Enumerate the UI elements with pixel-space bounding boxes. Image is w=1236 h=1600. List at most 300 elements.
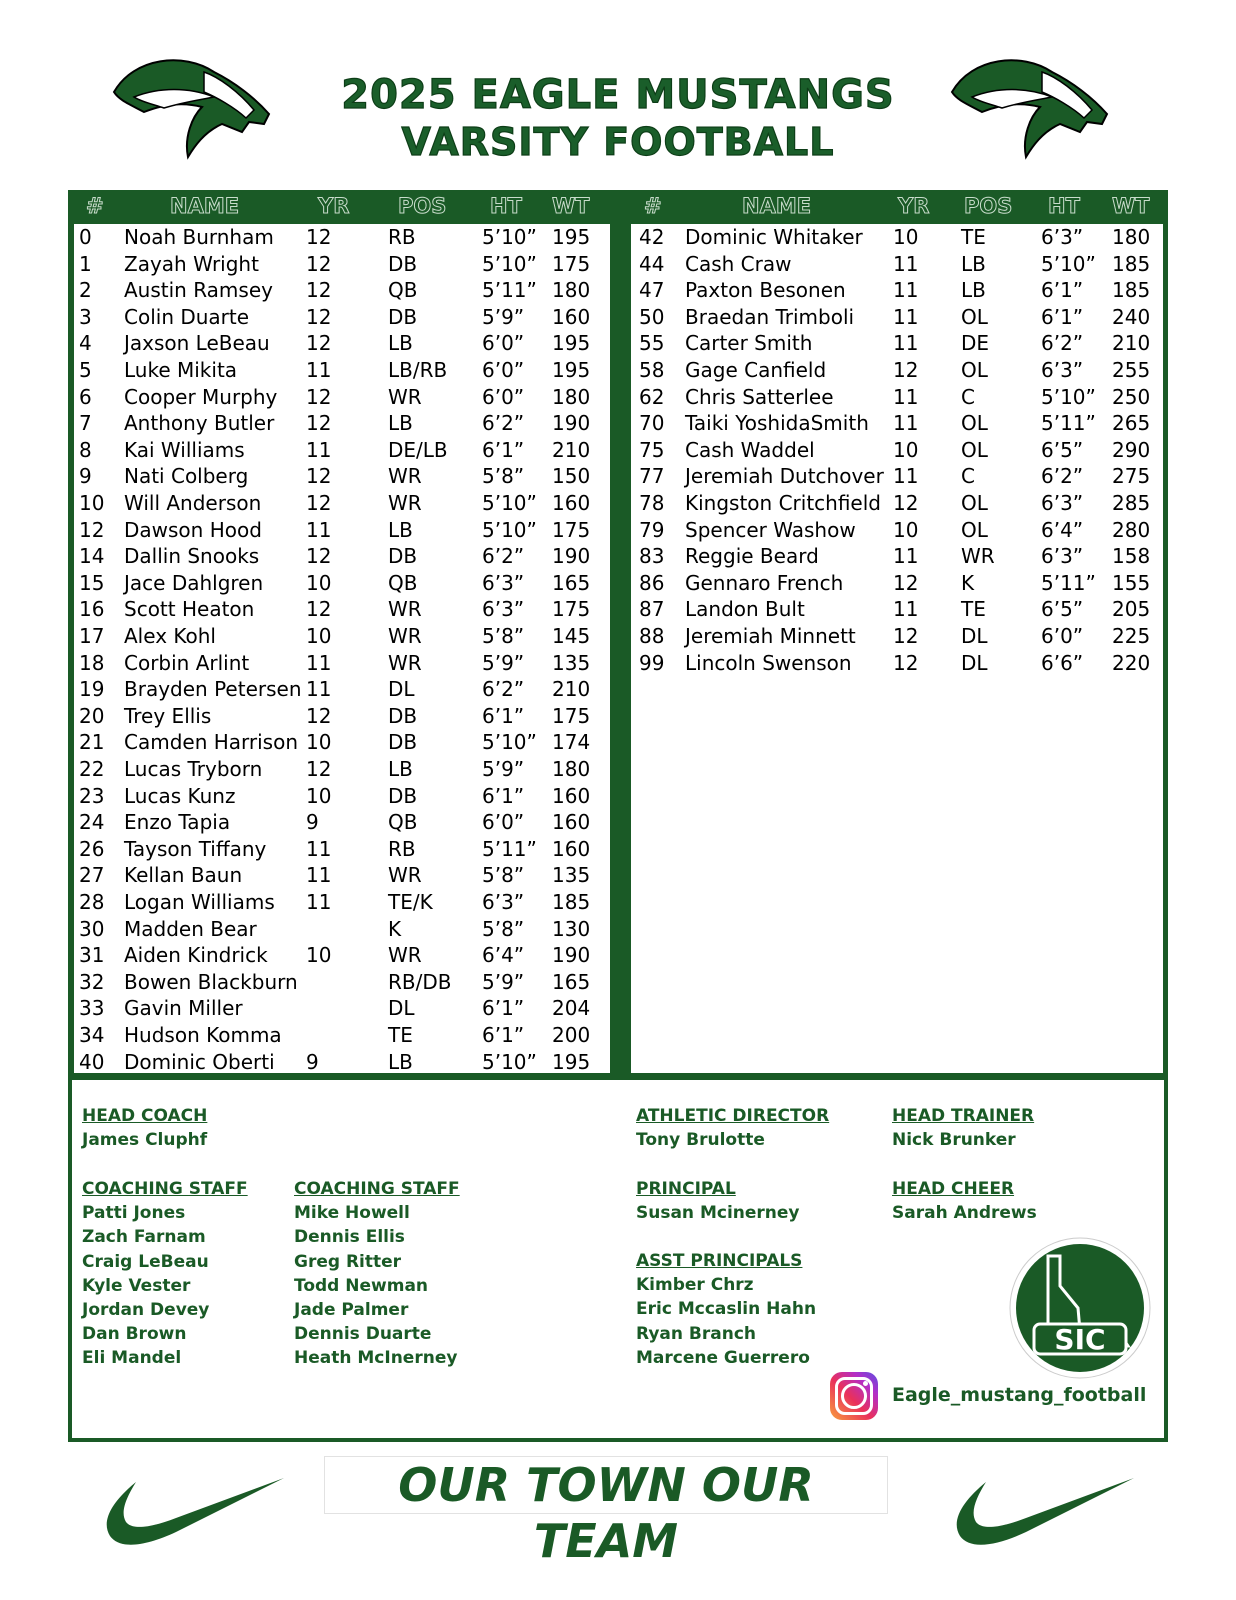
mustang-logo-icon [942, 52, 1112, 162]
table-row [631, 570, 1163, 597]
staff-name: Eli Mandel [82, 1348, 182, 1369]
player-height: 5’11” [1041, 570, 1096, 595]
player-weight: 190 [552, 943, 591, 968]
player-number: 8 [79, 437, 92, 462]
player-year: 12 [306, 597, 332, 622]
player-year: 12 [306, 703, 332, 728]
staff-name: Zach Farnam [82, 1227, 206, 1248]
player-weight: 160 [552, 810, 591, 835]
player-year: 10 [306, 943, 332, 968]
player-height: 6’3” [1041, 358, 1084, 382]
player-position: RB/DB [388, 969, 452, 994]
player-name: Gavin Miller [124, 996, 243, 1021]
staff-name: Dan Brown [82, 1324, 187, 1345]
staff-name: Eric Mccaslin Hahn [636, 1299, 817, 1320]
player-number: 50 [639, 304, 665, 329]
player-weight: 255 [1112, 358, 1151, 382]
table-row [631, 596, 1163, 623]
player-year: 11 [893, 304, 919, 329]
player-weight: 190 [552, 544, 591, 569]
nike-swoosh-icon [946, 1470, 1136, 1550]
player-height: 5’10” [482, 491, 537, 515]
staff-name: Kyle Vester [82, 1275, 191, 1296]
player-height: 5’11” [1041, 411, 1096, 436]
player-name: Madden Bear [124, 916, 257, 941]
player-number: 33 [79, 996, 105, 1021]
player-name: Hudson Komma [124, 1023, 282, 1047]
player-weight: 160 [552, 836, 591, 861]
player-height: 6’3” [482, 890, 525, 914]
player-position: TE [961, 597, 986, 622]
staff-name: James Cluphf [82, 1130, 208, 1151]
table-row [631, 490, 1163, 517]
player-position: DB [388, 251, 418, 276]
player-year: 11 [893, 464, 919, 489]
coaching-staff-block-2 [294, 1177, 460, 1371]
player-weight: 180 [552, 278, 591, 303]
player-year: 11 [306, 863, 332, 888]
player-name: Scott Heaton [124, 597, 255, 622]
staff-name: Heath McInerney [294, 1348, 458, 1369]
player-number: 70 [639, 411, 665, 436]
player-weight: 250 [1112, 384, 1151, 409]
player-year: 11 [893, 544, 919, 569]
player-height: 5’10” [1041, 251, 1096, 276]
player-year: 12 [306, 278, 332, 303]
player-number: 78 [639, 491, 665, 515]
col-pos-header: POS [398, 194, 447, 218]
player-position: TE [388, 1023, 413, 1047]
player-height: 6’1” [1041, 304, 1084, 329]
player-position: DL [388, 996, 415, 1021]
player-weight: 160 [552, 491, 591, 515]
player-position: LB/RB [388, 358, 448, 382]
player-weight: 195 [552, 1049, 591, 1074]
player-weight: 190 [552, 411, 591, 436]
player-weight: 175 [552, 597, 591, 622]
player-position: OL [961, 491, 988, 515]
player-weight: 200 [552, 1023, 591, 1047]
player-weight: 174 [552, 730, 591, 755]
section-heading: HEAD TRAINER [892, 1106, 1035, 1126]
table-row [74, 330, 610, 357]
col-wt-header: WT [1112, 194, 1150, 218]
staff-name: Ryan Branch [636, 1323, 756, 1344]
player-position: DB [388, 544, 418, 569]
table-row [74, 570, 610, 597]
player-height: 6’2” [482, 544, 525, 569]
player-height: 6’0” [482, 358, 525, 382]
col-wt-header: WT [552, 194, 590, 218]
player-number: 34 [79, 1023, 105, 1047]
player-weight: 135 [552, 863, 591, 888]
player-number: 4 [79, 331, 92, 356]
roster-table [68, 190, 1168, 1080]
player-name: Jeremiah Minnett [685, 624, 856, 648]
player-height: 6’0” [482, 384, 525, 409]
player-position: DB [388, 703, 418, 728]
player-position: LB [388, 517, 413, 542]
player-height: 6’6” [1041, 650, 1084, 675]
player-position: LB [388, 1049, 413, 1074]
player-weight: 285 [1112, 491, 1151, 515]
col-name-header: NAME [742, 194, 812, 218]
roster-right-panel [631, 224, 1163, 1073]
player-name: Kai Williams [124, 437, 245, 462]
player-weight: 165 [552, 969, 591, 994]
player-weight: 204 [552, 996, 591, 1021]
player-number: 55 [639, 331, 665, 356]
player-year: 11 [893, 384, 919, 409]
page-title: 2025 EAGLE MUSTANGS [341, 72, 895, 118]
player-height: 6’3” [482, 597, 525, 622]
player-number: 3 [79, 304, 92, 329]
table-row [74, 543, 610, 570]
player-name: Paxton Besonen [685, 278, 846, 303]
player-weight: 210 [552, 437, 591, 462]
player-name: Aiden Kindrick [124, 943, 268, 968]
player-position: WR [388, 597, 422, 622]
player-year: 10 [893, 437, 919, 462]
section-heading: ATHLETIC DIRECTOR [636, 1106, 830, 1126]
player-height: 5’9” [482, 757, 525, 781]
table-row [74, 889, 610, 916]
col-pos-header: POS [964, 194, 1013, 218]
player-weight: 185 [552, 890, 591, 914]
player-height: 5’10” [482, 1049, 537, 1074]
table-row [631, 384, 1163, 411]
player-position: QB [388, 810, 418, 835]
player-number: 28 [79, 890, 105, 914]
player-year: 10 [306, 624, 332, 648]
player-name: Gennaro French [685, 570, 844, 595]
player-number: 62 [639, 384, 665, 409]
col-yr-header: YR [898, 194, 930, 218]
player-height: 6’0” [1041, 624, 1084, 648]
table-row [631, 304, 1163, 331]
table-row [631, 437, 1163, 464]
player-name: Lucas Tryborn [124, 757, 263, 781]
table-row [74, 357, 610, 384]
player-weight: 175 [552, 517, 591, 542]
player-name: Trey Ellis [124, 703, 212, 728]
player-position: DL [961, 650, 988, 675]
player-year: 12 [306, 544, 332, 569]
asst-principals-block [636, 1249, 816, 1370]
player-year: 12 [306, 331, 332, 356]
player-weight: 180 [1112, 225, 1151, 249]
table-row [74, 836, 610, 863]
player-height: 5’10” [482, 730, 537, 755]
player-position: OL [961, 358, 988, 382]
player-year: 12 [306, 757, 332, 781]
player-year: 10 [893, 517, 919, 542]
player-height: 6’1” [482, 703, 525, 728]
player-name: Camden Harrison [124, 730, 299, 755]
player-weight: 158 [1112, 544, 1151, 569]
table-row [631, 543, 1163, 570]
player-weight: 205 [1112, 597, 1151, 622]
player-position: QB [388, 278, 418, 303]
player-height: 6’2” [482, 677, 525, 702]
player-weight: 175 [552, 703, 591, 728]
player-position: LB [388, 411, 413, 436]
player-weight: 155 [1112, 570, 1151, 595]
player-year: 10 [306, 783, 332, 808]
player-position: RB [388, 836, 416, 861]
player-year: 11 [893, 251, 919, 276]
player-name: Nati Colberg [124, 464, 249, 489]
player-number: 23 [79, 783, 105, 808]
player-number: 19 [79, 677, 105, 702]
player-position: WR [388, 624, 422, 648]
table-row [631, 224, 1163, 251]
player-name: Logan Williams [124, 890, 275, 914]
player-name: Taiki YoshidaSmith [685, 411, 869, 436]
player-number: 99 [639, 650, 665, 675]
table-row [74, 703, 610, 730]
player-year: 11 [306, 437, 332, 462]
player-position: LB [388, 757, 413, 781]
player-number: 10 [79, 491, 105, 515]
player-name: Lucas Kunz [124, 783, 236, 808]
player-year: 12 [893, 650, 919, 675]
player-weight: 275 [1112, 464, 1151, 489]
player-height: 6’2” [1041, 331, 1084, 356]
table-row [74, 596, 610, 623]
col-num-header: # [86, 194, 104, 218]
table-row [74, 862, 610, 889]
player-number: 9 [79, 464, 92, 489]
table-row [631, 517, 1163, 544]
player-year: 12 [306, 464, 332, 489]
player-height: 5’8” [482, 863, 525, 888]
player-name: Braedan Trimboli [685, 304, 855, 329]
player-position: WR [388, 650, 422, 675]
player-position: RB [388, 225, 416, 249]
col-num-header: # [644, 194, 662, 218]
player-year: 11 [306, 650, 332, 675]
player-height: 6’1” [482, 996, 525, 1021]
player-weight: 145 [552, 624, 591, 648]
player-position: WR [388, 863, 422, 888]
section-heading: COACHING STAFF [294, 1179, 460, 1199]
player-number: 87 [639, 597, 665, 622]
player-number: 27 [79, 863, 105, 888]
player-year: 12 [306, 384, 332, 409]
player-year: 12 [306, 251, 332, 276]
player-height: 6’3” [1041, 544, 1084, 569]
table-row [74, 783, 610, 810]
page-subtitle: VARSITY FOOTBALL [401, 120, 835, 164]
staff-name: Kimber Chrz [636, 1275, 754, 1296]
player-weight: 195 [552, 358, 591, 382]
player-position: C [961, 384, 975, 409]
player-year: 11 [306, 677, 332, 702]
player-year: 11 [893, 278, 919, 303]
player-height: 6’4” [482, 943, 525, 968]
head-coach-block [82, 1104, 207, 1152]
player-year: 12 [893, 491, 919, 515]
player-name: Bowen Blackburn [124, 969, 298, 994]
player-height: 6’2” [482, 411, 525, 436]
player-weight: 185 [1112, 278, 1151, 303]
player-position: OL [961, 437, 988, 462]
head-cheer-block [892, 1177, 1037, 1225]
player-position: DL [388, 677, 415, 702]
player-year: 12 [306, 304, 332, 329]
player-name: Dawson Hood [124, 517, 262, 542]
player-name: Cash Waddel [685, 437, 815, 462]
player-position: WR [961, 544, 995, 569]
table-row [74, 942, 610, 969]
player-number: 6 [79, 384, 92, 409]
player-height: 5’10” [1041, 384, 1096, 409]
player-name: Luke Mikita [124, 358, 238, 382]
staff-name: Jade Palmer [294, 1300, 409, 1321]
table-row [74, 490, 610, 517]
col-name-header: NAME [170, 194, 240, 218]
player-number: 20 [79, 703, 105, 728]
table-row [74, 969, 610, 996]
player-height: 5’9” [482, 304, 525, 329]
player-position: OL [961, 304, 988, 329]
player-number: 83 [639, 544, 665, 569]
player-weight: 280 [1112, 517, 1151, 542]
player-height: 5’8” [482, 624, 525, 648]
player-position: LB [961, 278, 986, 303]
player-number: 86 [639, 570, 665, 595]
player-position: QB [388, 570, 418, 595]
player-name: Colin Duarte [124, 304, 250, 329]
player-height: 5’8” [482, 916, 525, 941]
player-number: 18 [79, 650, 105, 675]
table-row [631, 251, 1163, 278]
player-weight: 225 [1112, 624, 1151, 648]
player-height: 6’1” [482, 437, 525, 462]
player-number: 47 [639, 278, 665, 303]
principal-block [636, 1177, 800, 1225]
player-name: Jace Dahlgren [124, 570, 264, 595]
player-year: 11 [893, 331, 919, 356]
player-number: 32 [79, 969, 105, 994]
table-row [631, 410, 1163, 437]
slogan: OUR TOWN OUR TEAM [324, 1456, 888, 1514]
table-row [631, 330, 1163, 357]
staff-name: Sarah Andrews [892, 1203, 1037, 1224]
player-year: 9 [306, 1049, 319, 1074]
instagram-icon[interactable] [830, 1372, 878, 1420]
player-name: Gage Canfield [685, 358, 827, 382]
instagram-handle[interactable]: Eagle_mustang_football [892, 1384, 1147, 1406]
player-year: 11 [893, 411, 919, 436]
player-number: 79 [639, 517, 665, 542]
player-height: 5’11” [482, 278, 537, 303]
player-number: 17 [79, 624, 105, 648]
player-weight: 165 [552, 570, 591, 595]
player-height: 5’10” [482, 225, 537, 249]
player-number: 58 [639, 358, 665, 382]
player-weight: 130 [552, 916, 591, 941]
section-heading: ASST PRINCIPALS [636, 1251, 803, 1271]
player-weight: 160 [552, 783, 591, 808]
table-row [74, 224, 610, 251]
section-heading: HEAD CHEER [892, 1179, 1015, 1199]
athletic-director-block [636, 1104, 829, 1152]
player-name: Dominic Oberti [124, 1049, 275, 1074]
table-row [74, 623, 610, 650]
player-name: Cooper Murphy [124, 384, 278, 409]
section-heading: PRINCIPAL [636, 1179, 736, 1199]
player-name: Alex Kohl [124, 624, 216, 648]
player-position: DB [388, 783, 418, 808]
player-weight: 210 [1112, 331, 1151, 356]
player-number: 24 [79, 810, 105, 835]
table-row [74, 384, 610, 411]
player-name: Corbin Arlint [124, 650, 250, 675]
player-weight: 240 [1112, 304, 1151, 329]
player-number: 22 [79, 757, 105, 781]
player-height: 5’9” [482, 969, 525, 994]
player-height: 6’3” [1041, 491, 1084, 515]
player-position: WR [388, 491, 422, 515]
table-row [74, 251, 610, 278]
table-row [74, 437, 610, 464]
player-height: 6’5” [1041, 597, 1084, 622]
staff-name: Todd Newman [294, 1275, 429, 1296]
table-row [74, 676, 610, 703]
player-height: 6’5” [1041, 437, 1084, 462]
table-row [74, 916, 610, 943]
player-year: 12 [306, 225, 332, 249]
staff-name: Greg Ritter [294, 1251, 402, 1272]
player-number: 16 [79, 597, 105, 622]
player-position: DE [961, 331, 990, 356]
player-year: 11 [306, 517, 332, 542]
player-position: TE [961, 225, 986, 249]
coaching-staff-block-1 [82, 1177, 248, 1371]
table-row [74, 304, 610, 331]
table-row [631, 623, 1163, 650]
staff-name: Dennis Ellis [294, 1227, 405, 1248]
staff-name: Mike Howell [294, 1203, 410, 1224]
sic-logo-text: SIC [1054, 1323, 1106, 1356]
player-number: 75 [639, 437, 665, 462]
player-number: 7 [79, 411, 92, 436]
table-row [74, 756, 610, 783]
player-year: 11 [306, 836, 332, 861]
player-year: 12 [306, 411, 332, 436]
table-row [74, 729, 610, 756]
player-position: DB [388, 304, 418, 329]
player-height: 5’10” [482, 517, 537, 542]
table-row [74, 463, 610, 490]
player-name: Dallin Snooks [124, 544, 260, 569]
table-row [74, 277, 610, 304]
table-row [631, 357, 1163, 384]
player-weight: 290 [1112, 437, 1151, 462]
player-position: WR [388, 384, 422, 409]
player-year: 10 [893, 225, 919, 249]
player-name: Kingston Critchfield [685, 491, 881, 515]
head-trainer-block [892, 1104, 1034, 1152]
roster-left-panel [74, 224, 610, 1073]
player-name: Enzo Tapia [124, 810, 231, 835]
player-position: DL [961, 624, 988, 648]
table-row [74, 1022, 610, 1049]
staff-name: Patti Jones [82, 1203, 186, 1224]
player-height: 6’1” [1041, 278, 1084, 303]
